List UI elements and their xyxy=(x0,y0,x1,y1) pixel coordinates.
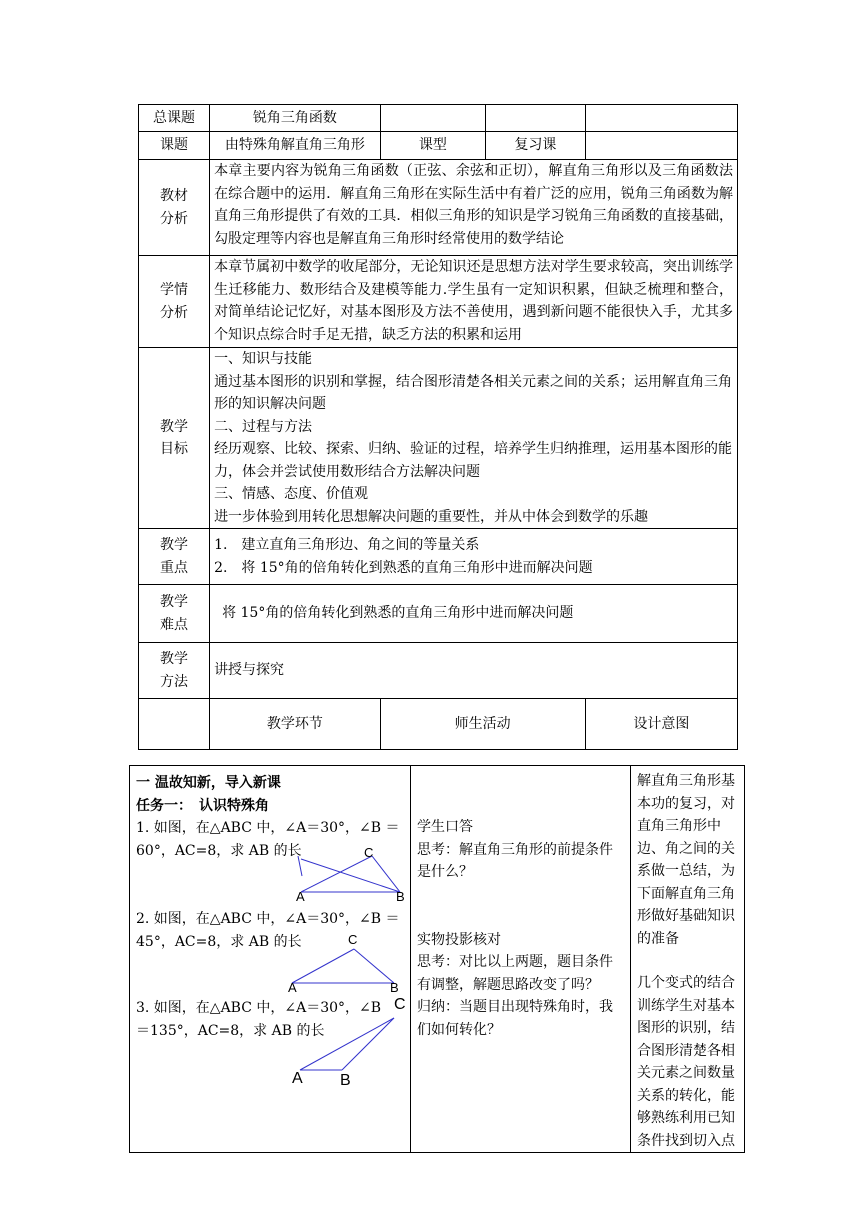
question-2: 2. 如图，在△ABC 中，∠A＝30°，∠B ＝45°，AC=8，求 AB 的长 xyxy=(136,911,400,950)
goals-text xyxy=(210,348,738,529)
material-text: 本章主要内容为锐角三角函数（正弦、余弦和正切），解直角三角形以及三角函数法在综合题中的运用．解直角三角形在实际生活中有着广泛的应用，锐角三角函数为解直角三角形提供了有效的工具．相似三角形的知识是学习锐角三角函数的直接基础，勾股定理等内容也是解直角三角形时经常使用的数学结论 xyxy=(210,160,738,256)
empty-cell xyxy=(486,105,585,132)
vertex-label-a: A xyxy=(288,980,297,995)
vertex-label-c: C xyxy=(394,996,406,1013)
intent-cell xyxy=(631,766,745,1153)
lesson-plan-table xyxy=(138,104,738,750)
triangle-2-side xyxy=(354,949,394,983)
activity-cell xyxy=(411,766,631,1153)
difficulty-text: 将 15°角的倍角转化到熟悉的直角三角形中进而解决问题 xyxy=(210,585,738,643)
intent-1: 解直角三角形基本功的复习，对直角三角形中边、角之间的关系做一总结，为下面解直角三角形做好基础知识的准备 xyxy=(637,773,735,947)
triangle-2-side xyxy=(292,949,354,983)
activity-1: 学生口答 xyxy=(417,819,473,835)
question-3: 3. 如图，在△ABC 中，∠A＝30°，∠B ＝135°，AC=8，求 AB 的长 xyxy=(136,1000,382,1039)
lesson-value: 由特殊角解直角三角形 xyxy=(210,132,381,160)
triangle-1-side xyxy=(301,859,400,892)
task-title: 任务一： 认识特殊角 xyxy=(136,797,269,814)
vertex-label-a: A xyxy=(296,889,305,904)
intent-2: 几个变式的结合训练学生对基本图形的识别，结合图形清楚各相关元素之间数量关系的转化，能够熟练利用已知条件找到切入点 xyxy=(637,975,735,1149)
empty-cell xyxy=(139,699,210,750)
empty-cell xyxy=(585,105,737,132)
type-value: 复习课 xyxy=(486,132,585,160)
vertex-label-b: B xyxy=(340,1072,351,1089)
vertex-label-a: A xyxy=(292,1070,303,1087)
keypoint-1: 1. 建立直角三角形边、角之间的等量关系 xyxy=(214,537,480,553)
column-header-stage: 教学环节 xyxy=(210,699,381,750)
goals-para-3: 进一步体验到用转化思想解决问题的重要性，并从中体会到数学的乐趣 xyxy=(214,508,649,525)
vertex-label-b: B xyxy=(390,980,399,995)
goals-heading-2: 二、过程与方法 xyxy=(214,418,313,435)
method-label: 教学 方法 xyxy=(139,643,210,699)
triangle-1-side xyxy=(301,856,372,892)
student-text: 本章节属初中数学的收尾部分，无论知识还是思想方法对学生要求较高，突出训练学生迁移能力、数形结合及建模等能力.学生虽有一定知识积累，但缺乏梳理和整合，对简单结论记忆好，对基本图形及方法不善使用，遇到新问题不能很快入手，尤其多个知识点综合时手足无措，缺乏方法的积累和运用 xyxy=(210,256,738,348)
question-1: 1. 如图，在△ABC 中，∠A＝30°，∠B ＝60°，AC=8，求 AB 的长 xyxy=(136,820,400,859)
topic-label: 总课题 xyxy=(139,105,210,132)
column-header-intent: 设计意图 xyxy=(585,699,737,750)
goals-heading-3: 三、情感、态度、价值观 xyxy=(214,486,369,502)
empty-cell xyxy=(380,105,486,132)
lesson-label: 课题 xyxy=(139,132,210,160)
lesson-process-table xyxy=(129,765,745,1153)
material-label: 教材 分析 xyxy=(139,160,210,256)
activity-4: 思考：对比以上两题，题目条件有调整，解题思路改变了吗？ xyxy=(417,954,613,993)
method-text: 讲授与探究 xyxy=(210,643,738,699)
goals-heading-1: 一、知识与技能 xyxy=(214,351,313,367)
activity-2: 思考：解直角三角形的前提条件是什么？ xyxy=(417,841,613,880)
vertex-label-c: C xyxy=(364,845,374,860)
empty-cell xyxy=(585,132,737,160)
student-label: 学情 分析 xyxy=(139,256,210,348)
activity-5: 归纳：当题目出现特殊角时，我们如何转化？ xyxy=(417,999,613,1038)
goals-para-1: 通过基本图形的识别和掌握，结合图形清楚各相关元素之间的关系；运用解直角三角形的知识解决问题 xyxy=(214,373,733,412)
activity-3: 实物投影核对 xyxy=(417,931,501,948)
goals-label: 教学 目标 xyxy=(139,348,210,529)
stage-cell xyxy=(130,766,411,1153)
triangle-3-side xyxy=(342,1018,394,1070)
keypoints-label: 教学 重点 xyxy=(139,529,210,585)
section-title: 一 温故知新，导入新课 xyxy=(136,775,281,791)
keypoints-text xyxy=(210,529,738,585)
column-header-activity: 师生活动 xyxy=(380,699,585,750)
topic-value: 锐角三角函数 xyxy=(210,105,381,132)
type-label: 课型 xyxy=(380,132,486,160)
difficulty-label: 教学 难点 xyxy=(139,585,210,643)
keypoint-2: 2. 将 15°角的倍角转化到熟悉的直角三角形中进而解决问题 xyxy=(214,559,593,576)
vertex-label-c: C xyxy=(348,932,358,947)
vertex-label-b: B xyxy=(396,889,405,904)
goals-para-2: 经历观察、比较、探索、归纳、验证的过程，培养学生归纳推理，运用基本图形的能力，体会并尝试使用数形结合方法解决问题 xyxy=(214,441,733,480)
